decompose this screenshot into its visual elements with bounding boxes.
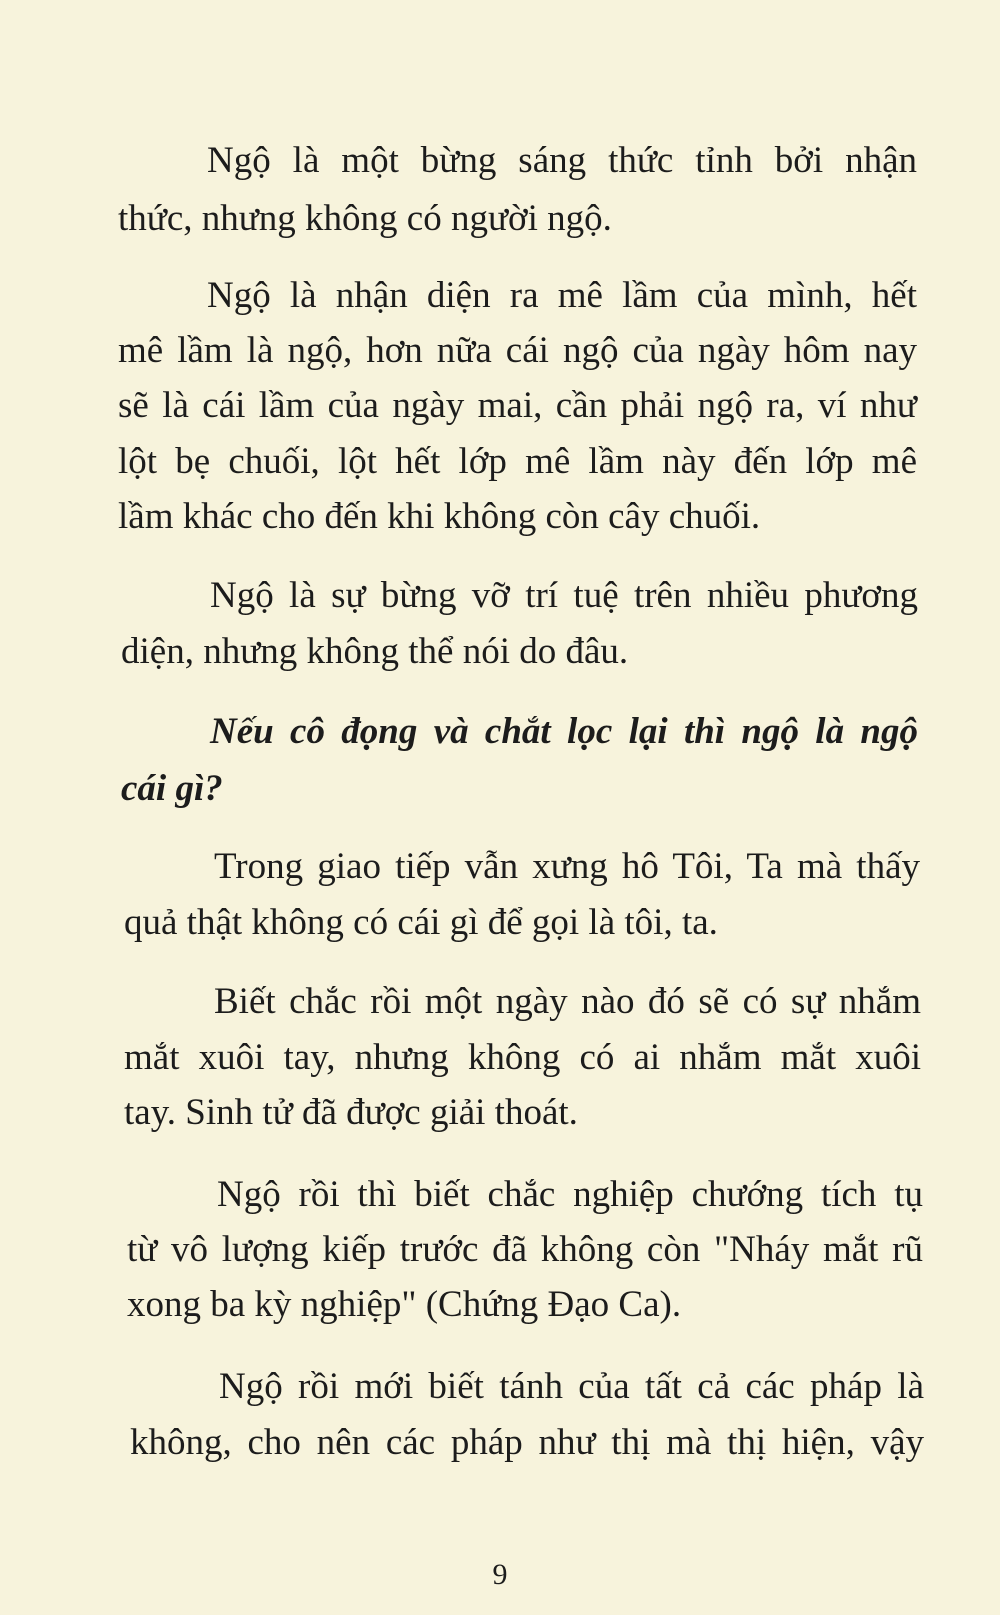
page-number: 9 xyxy=(492,1558,508,1591)
text-line: sẽ là cái lầm của ngày mai, cần phải ngộ ra, ví như xyxy=(118,385,917,426)
text-line: mắt xuôi tay, nhưng không có ai nhắm mắt xuôi xyxy=(124,1037,921,1078)
text-line: Ngộ rồi thì biết chắc nghiệp chướng tích tụ xyxy=(217,1174,923,1215)
text-line: mê lầm là ngộ, hơn nữa cái ngộ của ngày hôm nay xyxy=(118,330,917,371)
text-line: Ngộ là sự bừng vỡ trí tuệ trên nhiều phương xyxy=(210,575,918,616)
text-line: không, cho nên các pháp như thị mà thị hiện, vậy xyxy=(130,1422,924,1463)
text-line: tay. Sinh tử đã được giải thoát. xyxy=(124,1092,578,1133)
text-line: quả thật không có cái gì để gọi là tôi, ta. xyxy=(124,902,718,943)
text-line: Ngộ rồi mới biết tánh của tất cả các pháp là xyxy=(219,1366,924,1407)
text-line: thức, nhưng không có người ngộ. xyxy=(118,198,612,239)
text-line: xong ba kỳ nghiệp" (Chứng Đạo Ca). xyxy=(127,1284,682,1325)
text-line: lột bẹ chuối, lột hết lớp mê lầm này đến lớp mê xyxy=(118,441,917,482)
text-line: Trong giao tiếp vẫn xưng hô Tôi, Ta mà thấy xyxy=(214,846,920,887)
text-line: Nếu cô đọng và chắt lọc lại thì ngộ là ngộ xyxy=(210,711,918,752)
text-line: cái gì? xyxy=(121,768,223,809)
text-line: diện, nhưng không thể nói do đâu. xyxy=(121,631,629,672)
text-line: lầm khác cho đến khi không còn cây chuối. xyxy=(118,496,761,537)
text-line: từ vô lượng kiếp trước đã không còn "Nháy mắt rũ xyxy=(127,1229,923,1270)
text-line: Ngộ là nhận diện ra mê lầm của mình, hết xyxy=(207,275,917,316)
text-line: Biết chắc rồi một ngày nào đó sẽ có sự nhắm xyxy=(214,981,921,1022)
text-line: Ngộ là một bừng sáng thức tỉnh bởi nhận xyxy=(207,140,917,181)
